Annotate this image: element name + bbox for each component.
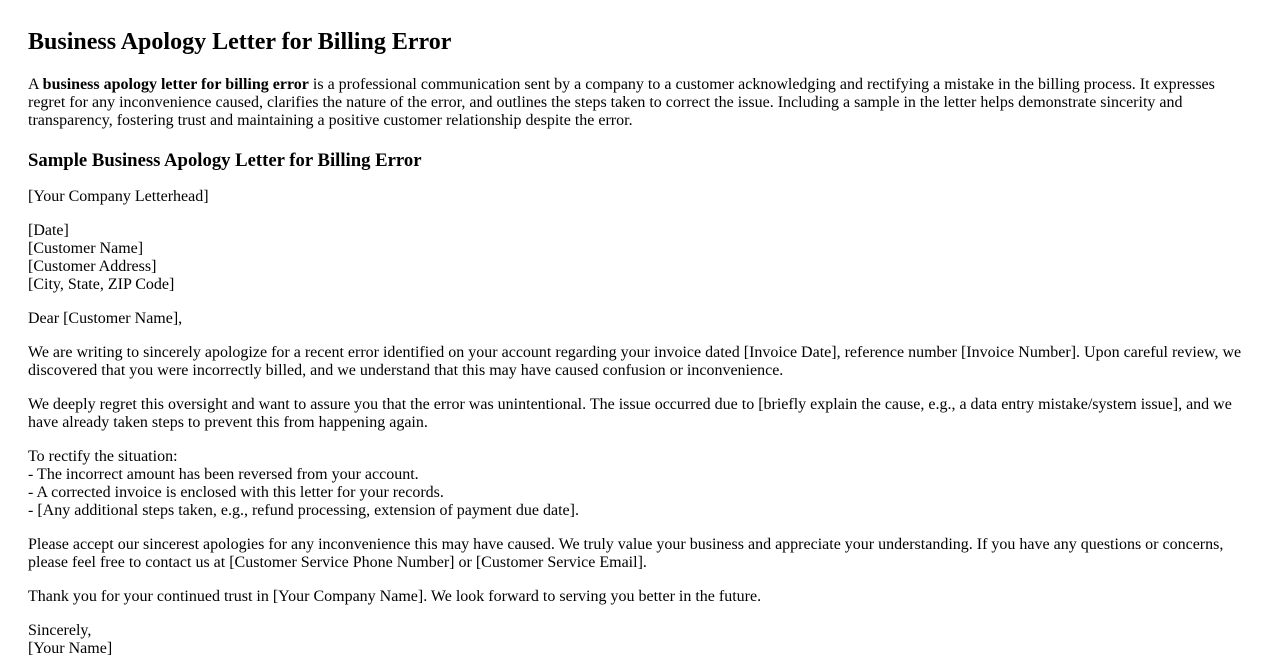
closing-block: [28, 622, 1242, 658]
closing: Sincerely,: [28, 622, 92, 639]
rectify-item: - The incorrect amount has been reversed from your account.: [28, 466, 419, 483]
intro-rest: is a professional communication sent by a company to a customer acknowledging and rectifying a mistake in the billing process. It expresses regret for any inconvenience caused, clarifies the nature of the error, and outlines the steps taken to correct the issue. Including a sample in the letter helps demonstrate sincerity and transparency, fostering trust and maintaining a positive customer relationship despite the error.: [28, 76, 1215, 129]
rectify-item: - [Any additional steps taken, e.g., refund processing, extension of payment due date].: [28, 502, 579, 519]
rectify-intro: To rectify the situation:: [28, 448, 178, 465]
letter-paragraph-4: Thank you for your continued trust in [Your Company Name]. We look forward to serving you better in the future.: [28, 588, 762, 605]
rectify-block: [28, 448, 1242, 520]
letterhead: [Your Company Letterhead]: [28, 188, 209, 205]
page-title: Business Apology Letter for Billing Error: [28, 29, 452, 55]
section-heading: Sample Business Apology Letter for Billing Error: [28, 150, 422, 171]
customer-name-line: [Customer Name]: [28, 240, 144, 257]
customer-address-line: [Customer Address]: [28, 258, 157, 275]
intro-bold-term: business apology letter for billing error: [42, 76, 309, 93]
address-block: [28, 222, 1242, 294]
date-line: [Date]: [28, 222, 69, 239]
intro-prefix: A: [28, 76, 43, 93]
signature-name: [Your Name]: [28, 640, 113, 657]
rectify-item: - A corrected invoice is enclosed with this letter for your records.: [28, 484, 444, 501]
city-state-zip-line: [City, State, ZIP Code]: [28, 276, 175, 293]
letter-paragraph-3: Please accept our sincerest apologies for any inconvenience this may have caused. We truly value your business and appreciate your understanding. If you have any questions or concerns, please feel free to contact us at [Customer Service Phone Number] or [Customer Service Email].: [28, 536, 1224, 571]
letter-paragraph-2: We deeply regret this oversight and want to assure you that the error was unintentional. The issue occurred due to [briefly explain the cause, e.g., a data entry mistake/system issue], and we have already taken steps to prevent this from happening again.: [28, 396, 1232, 431]
salutation: Dear [Customer Name],: [28, 310, 183, 327]
intro-paragraph: [28, 76, 1242, 130]
letter-paragraph-1: We are writing to sincerely apologize for a recent error identified on your account regarding your invoice dated [Invoice Date], reference number [Invoice Number]. Upon careful review, we discovered that you were incorrectly billed, and we understand that this may have caused confusion or inconvenience.: [28, 344, 1242, 379]
